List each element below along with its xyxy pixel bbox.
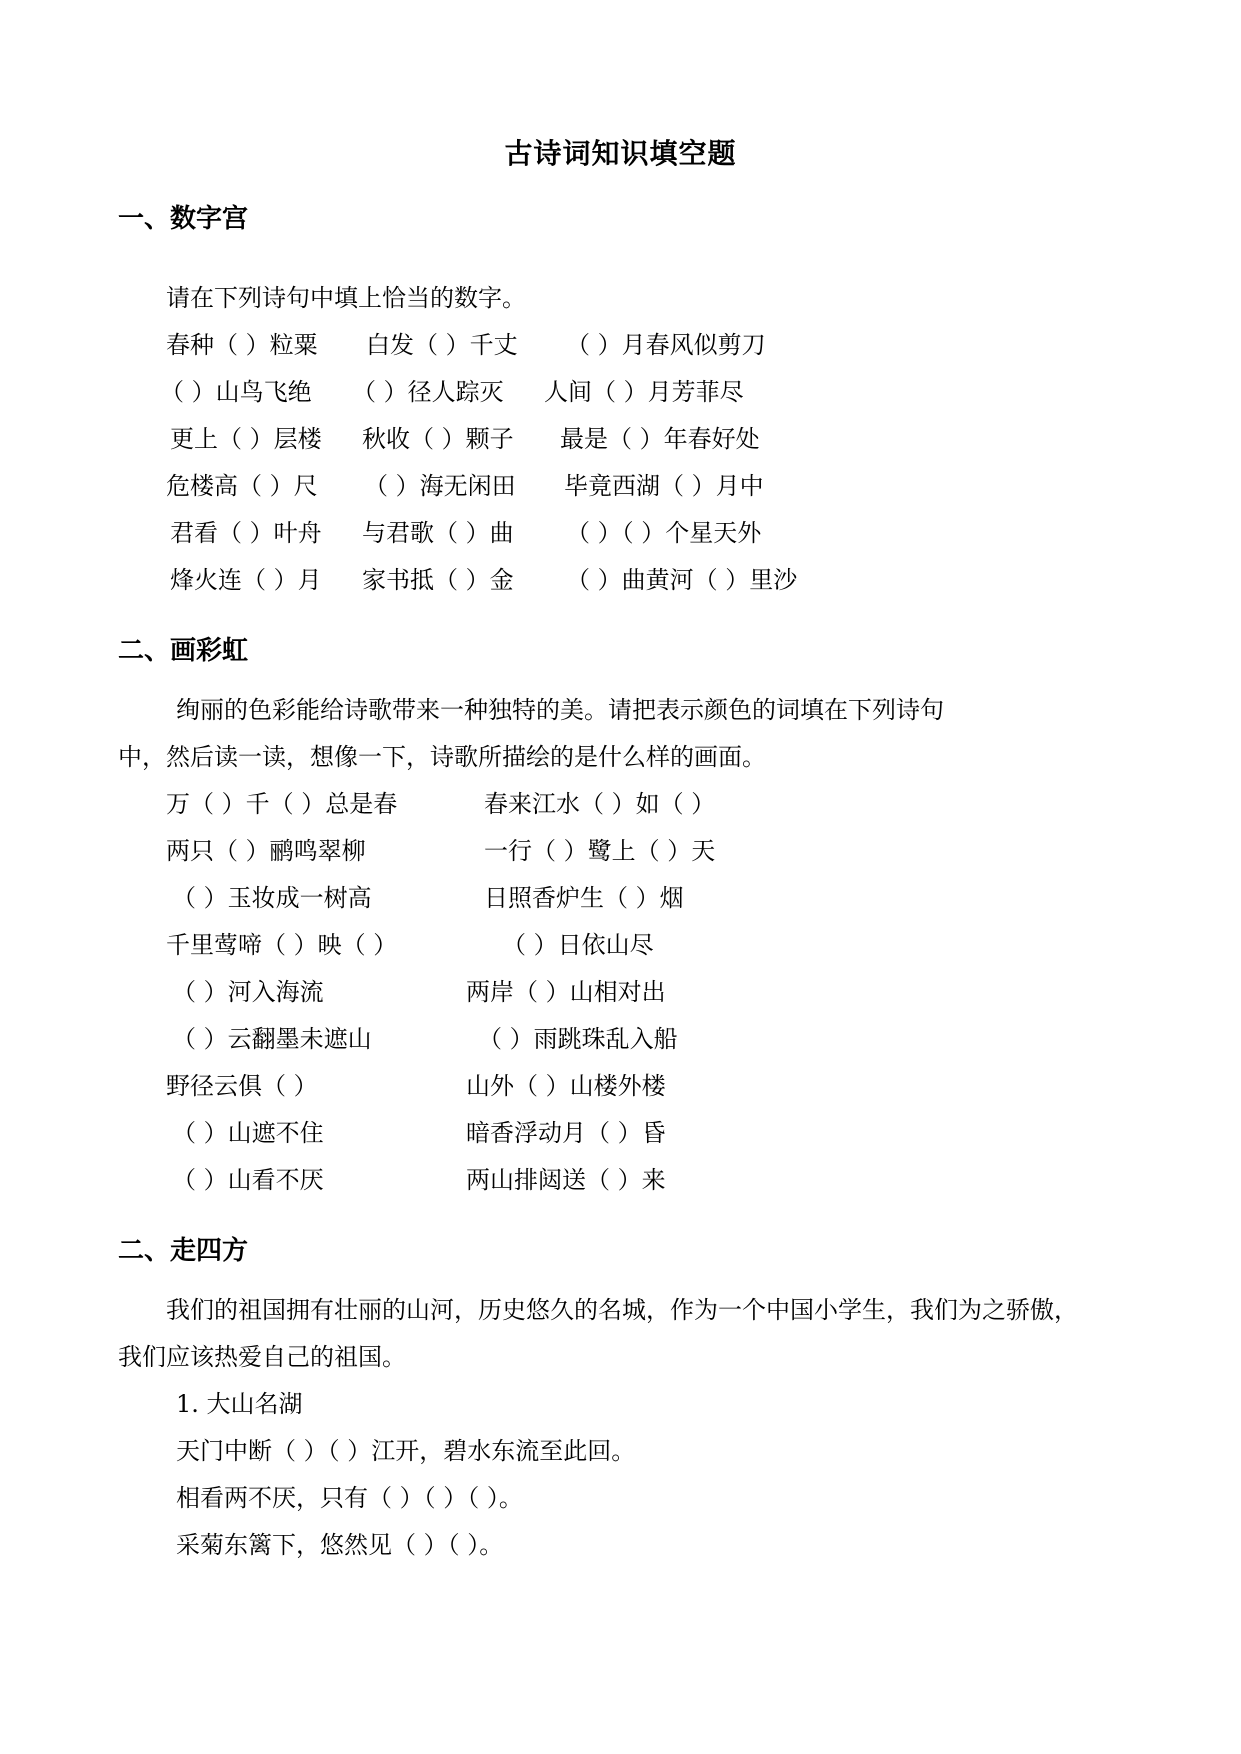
document-title: 古诗词知识填空题 — [504, 137, 737, 170]
blank-line: 采菊东篱下，悠然见（ ）（ ）。 — [176, 1531, 504, 1559]
blank-line: 春种（ ）粒粟 — [166, 331, 318, 359]
blank-line: （ ）山鸟飞绝 — [160, 378, 312, 406]
blank-line: 烽火连（ ）月 — [170, 566, 322, 594]
section-instruction: 请在下列诗句中填上恰当的数字。 — [166, 284, 526, 312]
blank-line: 更上（ ）层楼 — [170, 425, 322, 453]
blank-line: 相看两不厌，只有（ ）（ ）（ ）。 — [176, 1484, 523, 1512]
blank-line: 危楼高（ ）尺 — [166, 472, 318, 500]
blank-line: （ ）（ ）个星天外 — [566, 519, 762, 547]
blank-line: 白发（ ）千丈 — [366, 331, 518, 359]
section-intro: 我们的祖国拥有壮丽的山河，历史悠久的名城，作为一个中国小学生，我们为之骄傲， — [166, 1296, 1078, 1324]
subsection-number: 1. — [176, 1390, 199, 1418]
blank-line: （ ）曲黄河（ ）里沙 — [566, 566, 798, 594]
blank-line: 万（ ）千（ ）总是春 — [166, 790, 398, 818]
blank-line: 君看（ ）叶舟 — [170, 519, 322, 547]
blank-line: 家书抵（ ）金 — [362, 566, 514, 594]
blank-line: （ ）山看不厌 — [172, 1166, 324, 1194]
blank-line: （ ）径人踪灭 — [352, 378, 504, 406]
blank-line: 与君歌（ ）曲 — [362, 519, 514, 547]
section-heading-travel: 二、走四方 — [118, 1236, 249, 1266]
blank-line: 毕竟西湖（ ）月中 — [564, 472, 764, 500]
blank-line: （ ）海无闲田 — [364, 472, 516, 500]
section-intro: 绚丽的色彩能给诗歌带来一种独特的美。请把表示颜色的词填在下列诗句 — [176, 696, 944, 724]
blank-line: 千里莺啼（ ）映（ ） — [166, 931, 398, 959]
blank-line: 最是（ ）年春好处 — [560, 425, 760, 453]
subsection-label: 大山名湖 — [206, 1390, 303, 1418]
blank-line: 人间（ ）月芳菲尽 — [544, 378, 744, 406]
blank-line: （ ）月春风似剪刀 — [566, 331, 766, 359]
blank-line: 春来江水（ ）如（ ） — [484, 790, 716, 818]
section-intro: 我们应该热爱自己的祖国。 — [118, 1343, 406, 1371]
blank-line: 天门中断（ ）（ ）江开，碧水东流至此回。 — [176, 1437, 636, 1465]
section-intro: 中，然后读一读，想像一下，诗歌所描绘的是什么样的画面。 — [118, 743, 766, 771]
subsection-title — [176, 1388, 303, 1420]
blank-line: （ ）雨跳珠乱入船 — [478, 1025, 678, 1053]
blank-line: 暗香浮动月（ ）昏 — [466, 1119, 666, 1147]
blank-line: 日照香炉生（ ）烟 — [484, 884, 684, 912]
blank-line: 秋收（ ）颗子 — [362, 425, 514, 453]
blank-line: 两只（ ）鹂鸣翠柳 — [166, 837, 366, 865]
blank-line: （ ）日依山尽 — [502, 931, 654, 959]
section-heading-numbers: 一、数字宫 — [118, 204, 249, 234]
section-heading-rainbow: 二、画彩虹 — [118, 636, 249, 666]
blank-line: （ ）河入海流 — [172, 978, 324, 1006]
blank-line: 一行（ ）鹭上（ ）天 — [484, 837, 716, 865]
blank-line: 两山排闼送（ ）来 — [466, 1166, 666, 1194]
blank-line: （ ）云翻墨未遮山 — [172, 1025, 372, 1053]
blank-line: （ ）玉妆成一树高 — [172, 884, 372, 912]
blank-line: （ ）山遮不住 — [172, 1119, 324, 1147]
blank-line: 野径云俱（ ） — [166, 1072, 318, 1100]
blank-line: 两岸（ ）山相对出 — [466, 978, 666, 1006]
blank-line: 山外（ ）山楼外楼 — [466, 1072, 666, 1100]
